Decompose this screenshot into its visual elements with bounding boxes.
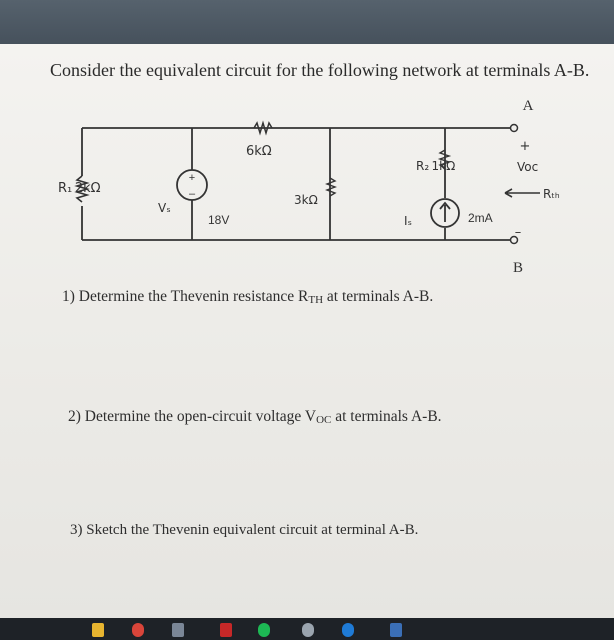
voc-plus-label: + [519, 139, 531, 154]
question-1 [62, 288, 433, 306]
rth-arrow-icon [505, 189, 540, 197]
r3k-resistor [327, 178, 335, 196]
vs-symbol-label: Vₛ [158, 201, 171, 215]
problem-statement: Consider the equivalent circuit for the following network at terminals A-B. [50, 60, 590, 80]
question-1-prefix: 1) Determine the Thevenin resistance R [62, 288, 309, 305]
question-3: 3) Sketch the Thevenin equivalent circuit at terminal A-B. [70, 522, 419, 538]
r2-label: R₂ 1kΩ [416, 159, 456, 173]
question-2-suffix: at terminals A-B. [331, 408, 442, 425]
r6k-label: 6kΩ [246, 144, 272, 159]
question-2 [68, 408, 442, 426]
spotify-icon[interactable] [258, 623, 270, 637]
chrome-icon[interactable] [132, 623, 144, 637]
question-1-suffix: at terminals A-B. [323, 288, 434, 305]
is-value-label: 2mA [468, 211, 493, 225]
browser-icon[interactable] [302, 623, 314, 637]
terminal-a-label: A [522, 98, 534, 114]
vs-minus-sign: – [188, 188, 196, 200]
question-2-prefix: 2) Determine the open-circuit voltage V [68, 408, 317, 425]
calculator-icon[interactable] [172, 623, 184, 637]
app-icon[interactable] [220, 623, 232, 637]
is-symbol-label: Iₛ [404, 214, 413, 228]
question-2-subscript: OC [316, 414, 332, 426]
voc-minus-label: – [514, 225, 522, 240]
rth-label: Rₜₕ [543, 187, 560, 201]
question-1-subscript: TH [308, 294, 324, 306]
current-arrow-icon [440, 203, 450, 222]
taskbar [0, 618, 614, 640]
vs-value-label: 18V [208, 213, 230, 227]
vs-plus-sign: + [188, 172, 196, 184]
edge-icon[interactable] [342, 623, 354, 637]
file-explorer-icon[interactable] [92, 623, 104, 637]
terminal-b-label: B [512, 260, 524, 276]
store-icon[interactable] [390, 623, 402, 637]
r1-label: R₁ 2kΩ [58, 181, 101, 196]
voc-label: Voc [517, 160, 539, 174]
terminal-a-node [511, 125, 518, 132]
r3k-label: 3kΩ [294, 193, 318, 207]
